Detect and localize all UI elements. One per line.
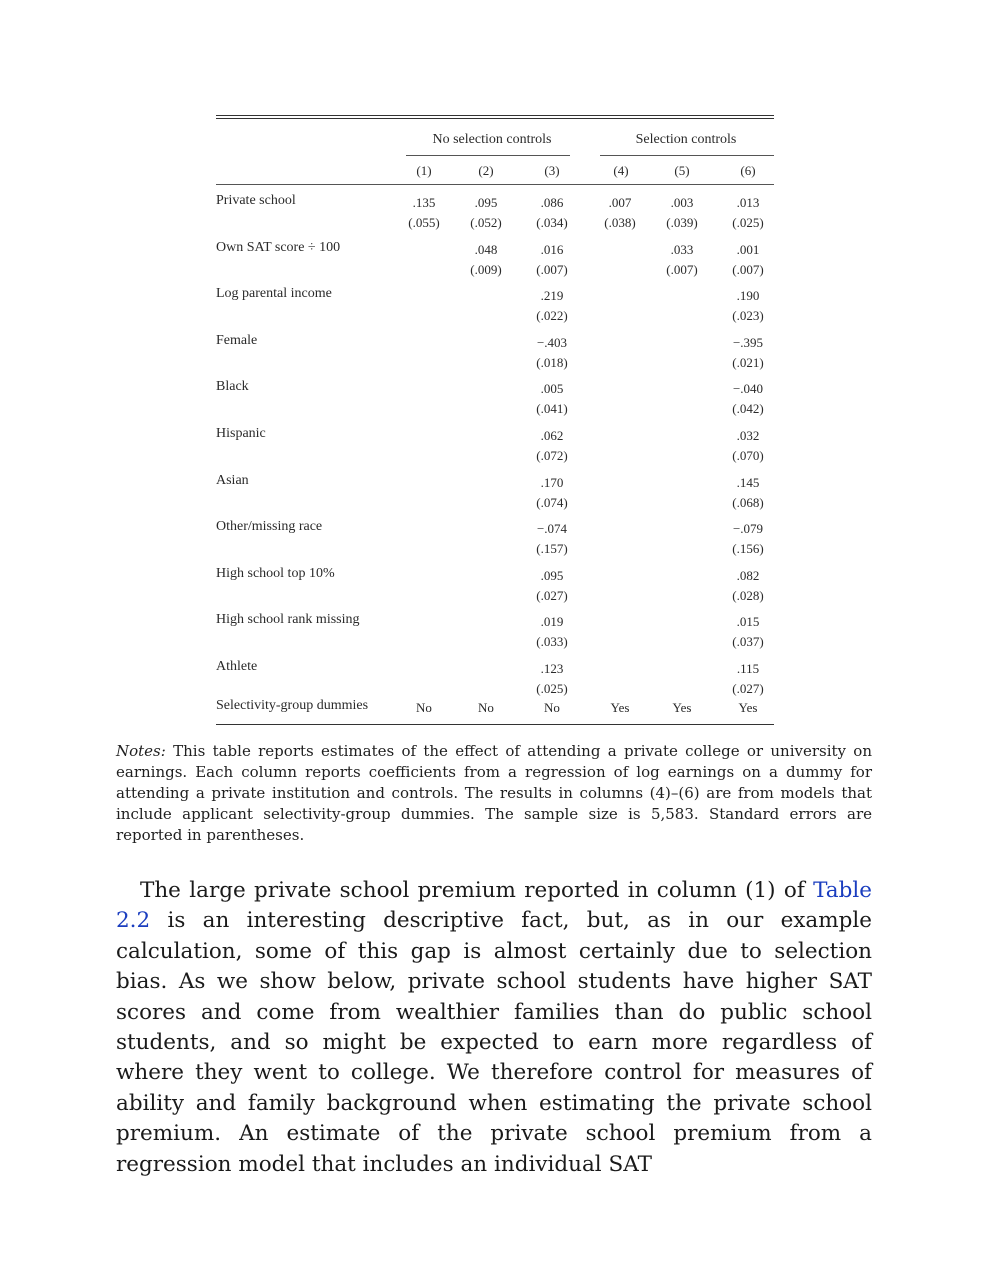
coefficient: −.074 xyxy=(536,521,568,537)
coefficient: .145 xyxy=(736,474,760,490)
coefficient: .086 xyxy=(540,195,564,210)
row-label: Asian xyxy=(216,472,249,488)
coefficient: −.403 xyxy=(536,334,568,350)
coefficient: −.079 xyxy=(732,521,764,537)
table-cell xyxy=(721,519,775,559)
column-number: (5) xyxy=(674,163,690,178)
row-label: Log parental income xyxy=(216,286,332,302)
row-label: High school rank missing xyxy=(216,612,360,628)
standard-error: (.072) xyxy=(536,447,568,463)
standard-error: (.007) xyxy=(536,261,568,277)
standard-error: (.042) xyxy=(732,401,764,417)
standard-error: (.021) xyxy=(732,354,764,370)
table-cell xyxy=(655,193,709,233)
dummy-cell: Yes xyxy=(738,699,758,715)
column-number: (2) xyxy=(478,163,494,178)
standard-error: (.157) xyxy=(536,541,568,557)
body-text-before-link: The large private school premium reported in column (1) of xyxy=(140,878,814,903)
table-cell xyxy=(721,566,775,606)
group-headers xyxy=(216,119,774,145)
coefficient: .123 xyxy=(540,660,564,676)
coefficient: .003 xyxy=(670,195,694,210)
group-underline-selection xyxy=(600,155,774,156)
standard-error: (.007) xyxy=(732,261,764,277)
table-body xyxy=(216,185,774,698)
regression-table xyxy=(216,115,774,725)
column-number: (4) xyxy=(613,163,629,178)
standard-error: (.034) xyxy=(536,215,568,230)
coefficient: .095 xyxy=(540,567,564,583)
dummy-cell: Yes xyxy=(672,699,692,715)
standard-error: (.022) xyxy=(536,308,568,324)
table-row xyxy=(216,651,774,698)
row-label: Own SAT score ÷ 100 xyxy=(216,239,341,255)
table-cell xyxy=(721,473,775,513)
standard-error: (.038) xyxy=(604,215,636,230)
standard-error: (.025) xyxy=(732,215,764,230)
table-cell xyxy=(525,659,579,699)
coefficient: .019 xyxy=(540,614,564,630)
standard-error: (.041) xyxy=(536,401,568,417)
table-cell xyxy=(721,240,775,280)
column-numbers xyxy=(216,157,774,184)
row-label: High school top 10% xyxy=(216,565,335,581)
standard-error: (.009) xyxy=(470,261,502,277)
table-cell xyxy=(593,193,647,233)
coefficient: .082 xyxy=(736,567,760,583)
table-cell xyxy=(721,193,775,233)
table-row xyxy=(216,232,774,279)
table-cell xyxy=(525,193,579,233)
column-number: (3) xyxy=(544,163,560,178)
standard-error: (.074) xyxy=(536,494,568,510)
row-label: Black xyxy=(216,379,249,395)
table-cell xyxy=(525,566,579,606)
table-cell xyxy=(459,240,513,280)
standard-error: (.039) xyxy=(666,215,698,230)
selectivity-dummies-row xyxy=(216,698,774,724)
table-row xyxy=(216,418,774,465)
row-label: Other/missing race xyxy=(216,519,323,535)
body-text-after-link: is an interesting descriptive fact, but, as in our example calculation, some of this gap is almost certainly due to selection bias. As we show below, private school students have higher SAT scores and come from wealthier families than do public school students, and so might be expected to earn more regardless of where they went to college. We therefore control for measures of ability and family background when estimating the private school premium. An estimate of the private school premium from a regression model that includes an individual SAT xyxy=(116,908,872,1177)
coefficient: .062 xyxy=(540,427,564,443)
row-label: Athlete xyxy=(216,658,258,674)
dummy-cell: No xyxy=(416,699,432,715)
coefficient: .219 xyxy=(540,288,564,304)
table-row xyxy=(216,185,774,232)
standard-error: (.028) xyxy=(732,587,764,603)
table-cell xyxy=(721,659,775,699)
coefficient: −.040 xyxy=(732,381,764,397)
row-label: Hispanic xyxy=(216,425,266,441)
standard-error: (.007) xyxy=(666,261,698,277)
standard-error: (.025) xyxy=(536,680,568,696)
coefficient: .033 xyxy=(670,241,694,257)
coefficient: .190 xyxy=(736,288,760,304)
standard-error: (.033) xyxy=(536,634,568,650)
table-bottom-rule xyxy=(216,724,774,725)
table-cell xyxy=(459,193,513,233)
table-cell xyxy=(525,426,579,466)
dummy-cell: Yes xyxy=(610,699,630,715)
column-number: (1) xyxy=(416,163,432,178)
coefficient: .032 xyxy=(736,427,760,443)
row-label: Private school xyxy=(216,193,296,208)
coefficient: .170 xyxy=(540,474,564,490)
table-cell xyxy=(721,333,775,373)
table-cell xyxy=(721,426,775,466)
notes-text: This table reports estimates of the effect of attending a private college or university on earnings. Each column reports coefficients from a regression of log earnings on a dummy for attending a private institution and controls. The results in columns (4)–(6) are from models that include applicant selectivity-group dummies. The sample size is 5,583. Standard errors are reported in parentheses. xyxy=(116,742,872,844)
table-cell xyxy=(525,519,579,559)
table-row xyxy=(216,465,774,512)
table-cell xyxy=(525,240,579,280)
standard-error: (.027) xyxy=(536,587,568,603)
coefficient: .095 xyxy=(474,195,498,210)
coefficient: .005 xyxy=(540,381,564,397)
table-row xyxy=(216,371,774,418)
table-cell xyxy=(721,286,775,326)
standard-error: (.068) xyxy=(732,494,764,510)
table-cell xyxy=(525,473,579,513)
coefficient: .015 xyxy=(736,614,760,630)
standard-error: (.055) xyxy=(408,215,440,230)
body-paragraph xyxy=(116,876,872,1180)
coefficient: .007 xyxy=(608,195,632,210)
row-label: Female xyxy=(216,332,258,348)
table-cell xyxy=(397,193,451,233)
group-header-no-selection: No selection controls xyxy=(432,132,552,147)
dummy-cell: No xyxy=(544,699,560,715)
table-cell xyxy=(525,379,579,419)
table-row xyxy=(216,604,774,651)
table-row xyxy=(216,511,774,558)
coefficient: .115 xyxy=(736,660,760,676)
table-row xyxy=(216,325,774,372)
coefficient: .048 xyxy=(474,241,498,257)
table-2-2-link[interactable]: Table 2.2 xyxy=(116,878,872,934)
row-label: Selectivity-group dummies xyxy=(216,697,369,713)
standard-error: (.037) xyxy=(732,634,764,650)
standard-error: (.070) xyxy=(732,447,764,463)
standard-error: (.156) xyxy=(732,541,764,557)
notes-prefix: Notes: xyxy=(116,742,166,760)
standard-error: (.023) xyxy=(732,308,764,324)
coefficient: .135 xyxy=(412,195,436,210)
standard-error: (.018) xyxy=(536,354,568,370)
table-row xyxy=(216,558,774,605)
standard-error: (.027) xyxy=(732,680,764,696)
table-cell xyxy=(525,286,579,326)
table-cell xyxy=(655,240,709,280)
column-number: (6) xyxy=(740,163,756,178)
table-cell xyxy=(525,612,579,652)
standard-error: (.052) xyxy=(470,215,502,230)
table-cell xyxy=(721,612,775,652)
coefficient: .013 xyxy=(736,195,760,210)
coefficient: −.395 xyxy=(732,334,764,350)
group-underline-no-selection xyxy=(406,155,570,156)
table-cell xyxy=(721,379,775,419)
coefficient: .016 xyxy=(540,241,564,257)
dummy-cell: No xyxy=(478,699,494,715)
table-row xyxy=(216,278,774,325)
group-header-selection: Selection controls xyxy=(635,132,737,147)
table-cell xyxy=(525,333,579,373)
table-notes xyxy=(116,741,872,846)
coefficient: .001 xyxy=(736,241,760,257)
